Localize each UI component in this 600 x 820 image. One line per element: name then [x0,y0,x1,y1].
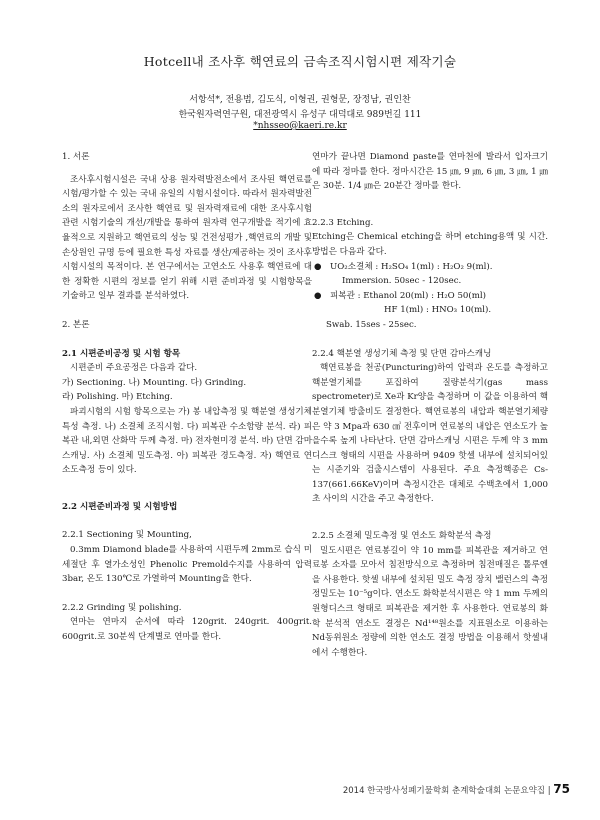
affiliation: 한국원자력연구원, 대전광역시 유성구 대덕대로 989번길 111 [178,110,422,120]
subsection-heading-2-2-4: 2.2.4 핵분열 생성기체 측정 및 단면 감마스캐닝 [312,348,492,359]
etching-item-cladding-line-2: HF 1(ml) : HNO₃ 10(ml). [384,305,492,316]
bullet-icon: ● [314,261,322,272]
etching-item-uo2-line-2: Immersion. 50sec - 120sec. [342,276,462,287]
page-number: 75 [553,782,570,796]
paragraph-2-1-intro: 시편준비 주요공정은 다음과 같다. [70,363,198,374]
author-email: *nhsseo@kaeri.re.kr [253,121,347,131]
page-footer [330,782,570,796]
subsection-heading-2-2-2: 2.2.2 Grinding 및 polishing. [62,602,182,613]
subsection-heading-2-2-5: 2.2.5 소결체 밀도측정 및 연소도 화학분석 측정 [312,531,492,542]
process-list-line-1: 가) Sectioning. 나) Mounting. 다) Grinding. [62,377,247,388]
bullet-icon: ● [314,290,322,301]
introduction-paragraph: 조사후시험시설은 국내 상용 원자력발전소에서 조사된 핵연료를 시험/평가할 수 있는 국내 유일의 시험시설이다. 따라서 원자력발전소의 원자로에서 조사한 핵연료 및 원자력재료에 대한 조사후시험 관련 시험기술의 개선/개발을 통하여 원자력 연구개발을 적기에 효율적으로 지원하고 핵연료의 성능 및 건전성평가 ,핵연료의 개발 및 손상원인 규명 등에 필요한 특성 자료를 생산/제공하는 것이 조사후시험시설의 목적이다. 본 연구에서는 고연소도 사용후 핵연료에 대한 정확한 시편의 정보를 얻기 위해 시편 준비과정 및 시험항목을 기술하고 일부 결과를 분석하였다. [62,174,312,302]
paragraph-polishing-continued: 연마가 끝나면 Diamond paste를 연마천에 발라서 입자크기에 따라 정마를 한다. 정마시간은 15 ㎛, 9 ㎛, 6 ㎛, 3 ㎛, 1 ㎛은 30분. 1/4 ㎛은 20분간 정마를 한다. [312,152,548,192]
left-column [62,150,312,645]
footer-separator: | [547,786,551,796]
paper-title: Hotcell내 조사후 핵연료의 금속조직시험시편 제작기술 [143,54,457,69]
paragraph-2-2-1: 0.3mm Diamond blade를 사용하여 시편두께 2mm로 습식 미세절단 후 열가소성인 Phenolic Premold수지를 사용하여 압력 3bar, 온도 130℃로 가열하여 Mounting을 한다. [62,545,312,585]
etching-item-cladding [312,289,548,304]
section-heading-introduction: 1. 서론 [62,152,90,162]
paragraph-2-2-3: Etching은 Chemical etching을 하며 etching용액 및 시간. 방법은 다음과 같다. [312,232,548,257]
right-column [312,150,548,660]
etching-item-uo2-line-1: UO₂소결체 : H₂SO₄ 1(ml) : H₂O₂ 9(ml). [330,261,493,272]
subsection-heading-2-2-3: 2.2.3 Etching. [312,217,374,228]
etching-item-cladding-line-3: Swab. 15ses - 25sec. [326,319,417,330]
etching-item-uo2 [312,260,548,275]
paragraph-2-2-5: 밀도시편은 연료봉길이 약 10 mm를 피복관을 제거하고 연료봉 소자를 모아서 침전방식으로 측정하며 침전매질은 톨루엔을 사용한다. 핫셀 내부에 설치된 밀도 측정 장치 밸런스의 측정 정밀도는 10⁻⁵g이다. 연소도 화학분석시편은 약 1 mm 두께의 원형디스크 형태로 피복관을 제거한 후 사용한다. 연료봉의 화학 분석적 연소도 결정은 Nd¹⁴⁸원소를 지표원소로 이용하는 Nd동위원소 정량에 의한 연소도 결정 방법을 이용해서 핫셀내에서 수행한다. [312,545,548,658]
paragraph-2-2-4: 핵연료봉을 천공(Puncturing)하여 압력과 온도를 측정하고 핵분열기체를 포집하여 질량분석기(gas mass spectrometer)로 Xe과 Kr양을 측정하며 이 값을 이용하여 핵분열기체 방출비도 결정한다. 핵연료봉의 내압과 핵분열기체량은 약 3 Mpa과 630 ㎤ 전후이며 연료봉의 내압은 연소도가 높을수록 높게 나타난다. 단면 감마스캐닝 시편은 두께 약 3 mm 디스크 형태의 시편을 사용하며 9409 핫셀 내부에 설치되어있는 시준기와 검출시스템이 사용된다. 주요 측정핵종은 Cs-137(661.66KeV)이며 측정시간은 대체로 수백초에서 1,000초 사이의 시간을 주고 측정한다. [312,363,548,505]
subsection-heading-2-2: 2.2 시편준비과정 및 시험방법 [62,501,178,512]
author-list: 서항석*, 전용범, 김도식, 이형권, 권형문, 장정남, 권인찬 [189,95,411,105]
paragraph-2-1-tests: 파괴시험의 시험 항목으로는 가) 봉 내압측정 및 핵분열 생성기체 특성 측정. 나) 소결체 조직시험. 다) 피복관 수소함량 분석. 라) 피복관 내,외면 산화막 두께 측정. 마) 전자현미경 분석. 바) 단면 감마스캐닝. 사) 소결체 밀도측정. 아) 피복관 경도측정. 자) 핵연료 연소도측정 등이 있다. [62,406,312,476]
section-heading-main: 2. 본론 [62,319,90,330]
footer-proceedings-title: 2014 한국방사성폐기물학회 춘계학술대회 논문요약집 [342,786,546,796]
subsection-heading-2-2-1: 2.2.1 Sectioning 및 Mounting, [62,530,192,541]
subsection-heading-2-1: 2.1 시편준비공정 및 시험 항목 [62,348,181,359]
etching-item-cladding-line-1: 피복관 : Ethanol 20(ml) : H₂O 50(ml) [330,290,486,301]
process-list-line-2: 라) Polishing. 마) Etching. [62,392,173,403]
paragraph-2-2-2: 연마는 연마지 순서에 따라 120grit. 240grit. 400grit. 600grit.로 30분씩 단계별로 연마를 한다. [62,617,312,643]
